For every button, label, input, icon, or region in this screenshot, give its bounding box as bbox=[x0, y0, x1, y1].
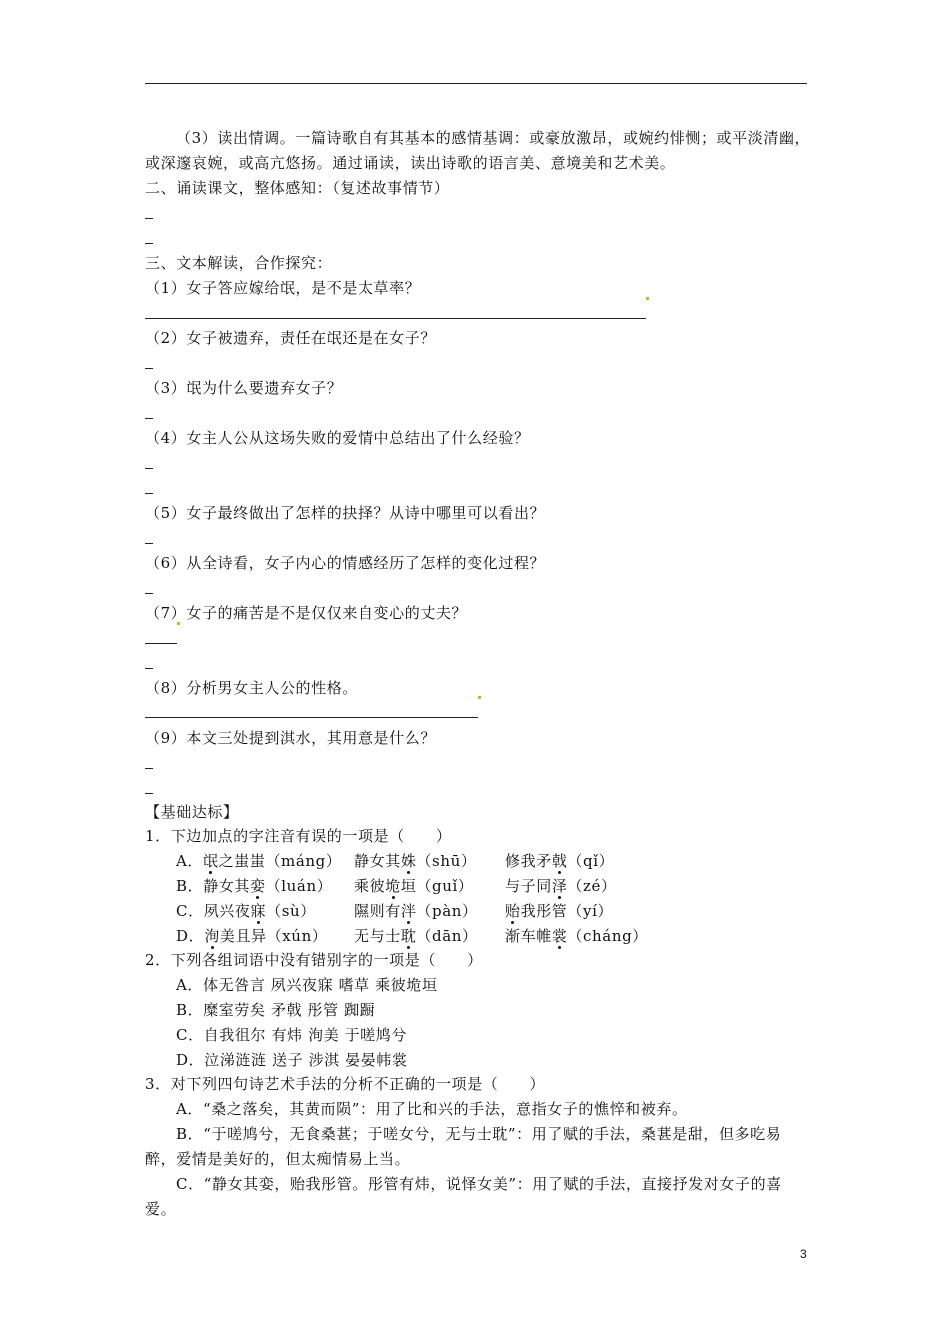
q1-option-a-col2: 静女其姝（shū） bbox=[354, 852, 477, 870]
question-3: （3）氓为什么要遗弃女子？ bbox=[145, 379, 343, 397]
answer-blank bbox=[145, 493, 153, 494]
q1-option-b-col3: 与子同泽（zé） bbox=[505, 877, 617, 895]
answer-blank bbox=[145, 243, 153, 244]
answer-blank bbox=[145, 543, 153, 544]
basics-heading: 【基础达标】 bbox=[145, 803, 239, 821]
q3-option-b-line1: B．“于嗟鸠兮，无食桑葚；于嗟女兮，无与士耽”：用了赋的手法，桑葚是甜，但多吃易 bbox=[176, 1125, 782, 1143]
q2-stem: 2．下列各组词语中没有错别字的一项是（ ） bbox=[145, 951, 483, 969]
q1-stem: 1．下边加点的字注音有误的一项是（ ） bbox=[145, 827, 452, 845]
q1-option-d-col1: D．洵美且异（xún） bbox=[176, 927, 328, 945]
q1-option-c-col3: 贻我彤管（yí） bbox=[505, 902, 614, 920]
q1-option-b-col2: 乘彼垝垣（guǐ） bbox=[354, 877, 474, 895]
answer-blank bbox=[145, 668, 153, 669]
header-rule bbox=[145, 83, 807, 84]
q3-option-a: A．“桑之落矣，其黄而陨”：用了比和兴的手法，意指女子的憔悴和被弃。 bbox=[176, 1100, 688, 1118]
q2-option-a: A．体无咎言 夙兴夜寐 嗜草 乘彼垝垣 bbox=[176, 976, 438, 994]
answer-line bbox=[145, 318, 646, 319]
intro-line-2: 或深邃哀婉，或高亢悠扬。通过诵读，读出诗歌的语言美、意境美和艺术美。 bbox=[145, 154, 676, 172]
answer-blank bbox=[145, 418, 153, 419]
section-3-heading: 三、文本解读，合作探究： bbox=[145, 254, 333, 272]
question-4: （4）女主人公从这场失败的爱情中总结出了什么经验？ bbox=[145, 429, 530, 447]
q3-stem: 3．对下列四句诗艺术手法的分析不正确的一项是（ ） bbox=[145, 1075, 546, 1093]
q1-option-a-col1: A．氓之蚩蚩（máng） bbox=[176, 852, 342, 870]
question-6: （6）从全诗看，女子内心的情感经历了怎样的变化过程？ bbox=[145, 554, 546, 572]
answer-blank bbox=[145, 793, 153, 794]
answer-blank bbox=[145, 218, 153, 219]
q1-option-c-col2: 隰则有泮（pàn） bbox=[354, 902, 478, 920]
q3-option-b-line2: 醉，爱情是美好的，但太痴情易上当。 bbox=[145, 1150, 411, 1168]
answer-blank bbox=[145, 468, 153, 469]
intro-line-1: （3）读出情调。一篇诗歌自有其基本的感情基调：或豪放激昂，或婉约悱恻；或平淡清幽， bbox=[176, 129, 811, 147]
q1-option-d-col2: 无与士耽（dān） bbox=[354, 927, 478, 945]
q1-option-a-col3: 修我矛戟（qǐ） bbox=[505, 852, 615, 870]
question-2: （2）女子被遗弃，责任在氓还是在女子？ bbox=[145, 329, 436, 347]
q2-option-b: B．糜室劳矣 矛戟 彤管 踟蹰 bbox=[176, 1001, 376, 1019]
question-9: （9）本文三处提到淇水，其用意是什么？ bbox=[145, 729, 436, 747]
q2-option-c: C．自我徂尔 有炜 洵美 于嗟鸠兮 bbox=[176, 1026, 407, 1044]
answer-blank bbox=[145, 368, 153, 369]
question-5: （5）女子最终做出了怎样的抉择？从诗中哪里可以看出？ bbox=[145, 504, 546, 522]
q2-option-d: D．泣涕涟涟 送子 涉淇 晏晏帏裳 bbox=[176, 1051, 408, 1069]
section-2-heading: 二、诵读课文，整体感知：（复述故事情节） bbox=[145, 179, 450, 197]
answer-line bbox=[145, 717, 478, 718]
answer-blank bbox=[145, 593, 153, 594]
q1-option-d-col3: 渐车帷裳（cháng） bbox=[505, 927, 648, 945]
q3-option-c-line2: 爱。 bbox=[145, 1200, 177, 1218]
scan-speck bbox=[478, 696, 481, 699]
q3-option-c-line1: C．“静女其娈，贻我彤管。彤管有炜，说怿女美”：用了赋的手法，直接抒发对女子的喜 bbox=[176, 1175, 782, 1193]
question-7: （7）女子的痛苦是不是仅仅来自变心的丈夫？ bbox=[145, 604, 468, 622]
q1-option-b-col1: B．静女其娈（luán） bbox=[176, 877, 333, 895]
page-number: 3 bbox=[800, 1247, 807, 1261]
scan-speck bbox=[177, 622, 180, 625]
scan-speck bbox=[646, 297, 649, 300]
question-8: （8）分析男女主人公的性格。 bbox=[145, 679, 358, 697]
answer-line bbox=[145, 643, 177, 644]
question-1: （1）女子答应嫁给氓，是不是太草率？ bbox=[145, 279, 421, 297]
answer-blank bbox=[145, 768, 153, 769]
q1-option-c-col1: C．夙兴夜寐（sù） bbox=[176, 902, 316, 920]
